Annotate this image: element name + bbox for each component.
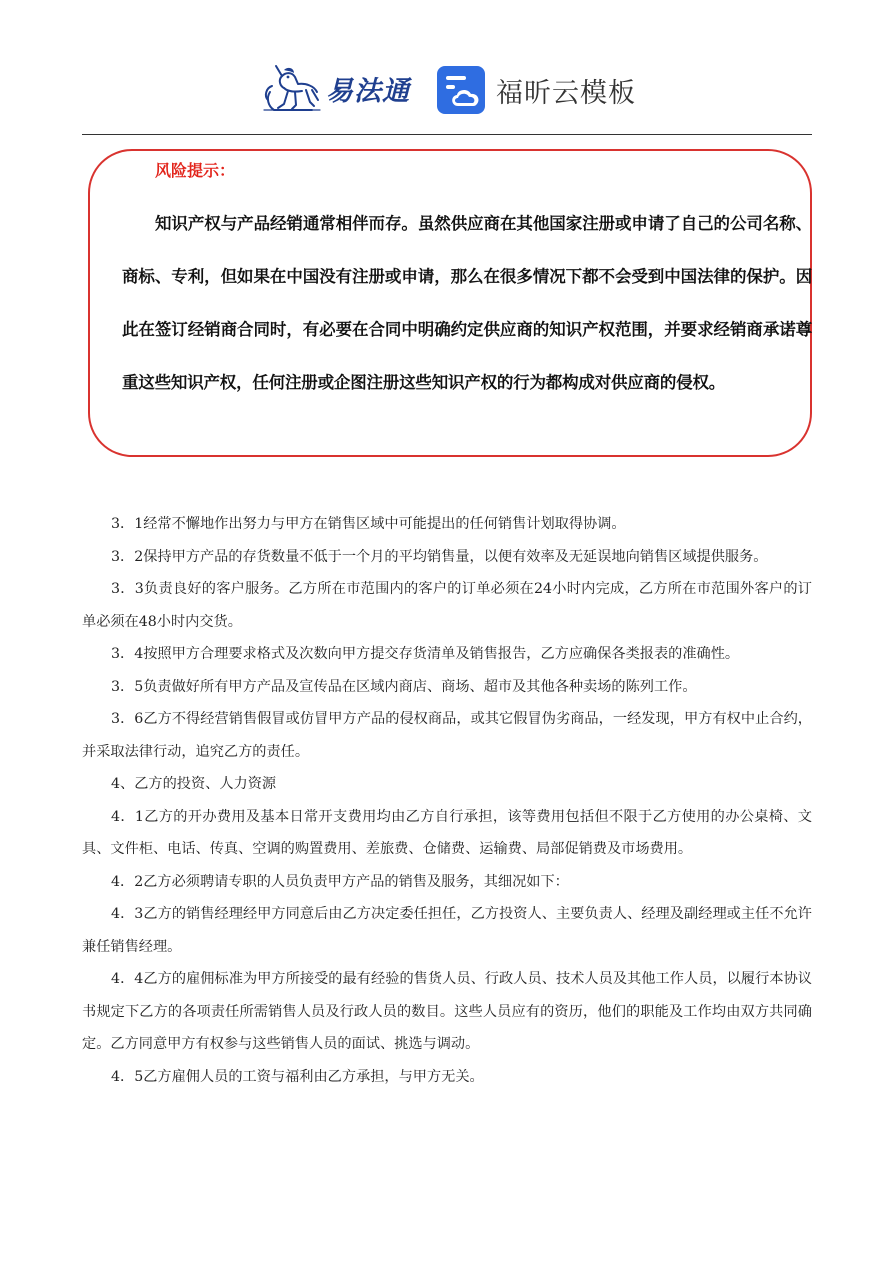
- yifatong-logo: [262, 62, 414, 114]
- clause-3-4: 3．4按照甲方合理要求格式及次数向甲方提交存货清单及销售报告，乙方应确保各类报表的准确性。: [111, 646, 740, 662]
- cloud-document-icon: [436, 65, 486, 115]
- risk-warning-title: 风险提示：: [155, 161, 236, 180]
- clause-3-6: 3．6乙方不得经营销售假冒或仿冒甲方产品的侵权商品，或其它假冒伪劣商品，一经发现，甲方有权中止合约，并采取法律行动，追究乙方的责任。: [82, 711, 812, 760]
- clause-4-5: 4．5乙方雇佣人员的工资与福利由乙方承担，与甲方无关。: [111, 1068, 484, 1085]
- page-header: [0, 58, 893, 120]
- clause-3-5: 3．5负责做好所有甲方产品及宣传品在区域内商店、商场、超市及其他各种卖场的陈列工作。: [111, 678, 697, 695]
- risk-warning-text: 知识产权与产品经销通常相伴而存。虽然供应商在其他国家注册或申请了自己的公司名称、商标、专利，但如果在中国没有注册或申请，那么在很多情况下都不会受到中国法律的保护。因此在签订经销商合同时，有必要在合同中明确约定供应商的知识产权范围，并要求经销商承诺尊重这些知识产权，任何注册或企图注册这些知识产权的行为都构成对供应商的侵权。: [122, 214, 812, 392]
- clause-3-2: 3．2保持甲方产品的存货数量不低于一个月的平均销售量，以便有效率及无延误地向销售区域提供服务。: [111, 548, 768, 565]
- clause-4-1: 4．1乙方的开办费用及基本日常开支费用均由乙方自行承担，该等费用包括但不限于乙方使用的办公桌椅、文具、文件柜、电话、传真、空调的购置费用、差旅费、仓储费、运输费、局部促销费及市场费用。: [82, 808, 812, 857]
- clause-4-3: 4．3乙方的销售经理经甲方同意后由乙方决定委任担任，乙方投资人、主要负责人、经理及副经理或主任不允许兼任销售经理。: [82, 906, 812, 955]
- clause-3-1: 3．1经常不懈地作出努力与甲方在销售区域中可能提出的任何销售计划取得协调。: [111, 516, 626, 532]
- fuxin-logo-text: 福昕云模板: [496, 77, 636, 109]
- header-divider: [82, 134, 812, 135]
- contract-body: [82, 508, 812, 1093]
- yifatong-logo-text: 易法通: [326, 75, 410, 107]
- section-4-heading: 4、乙方的投资、人力资源: [111, 776, 277, 792]
- clause-4-2: 4．2乙方必须聘请专职的人员负责甲方产品的销售及服务，其细况如下：: [111, 873, 569, 890]
- unicorn-emblem-icon: [262, 62, 322, 114]
- clause-3-3: 3．3负责良好的客户服务。乙方所在市范围内的客户的订单必须在24小时内完成，乙方所在市范围外客户的订单必须在48小时内交货。: [82, 581, 812, 630]
- fuxin-logo: [436, 64, 636, 116]
- clause-4-4: 4．4乙方的雇佣标准为甲方所接受的最有经验的售货人员、行政人员、技术人员及其他工作人员，以履行本协议书规定下乙方的各项责任所需销售人员及行政人员的数目。这些人员应有的资历，他们的职能及工作均由双方共同确定。乙方同意甲方有权参与这些销售人员的面试、挑选与调动。: [82, 971, 812, 1052]
